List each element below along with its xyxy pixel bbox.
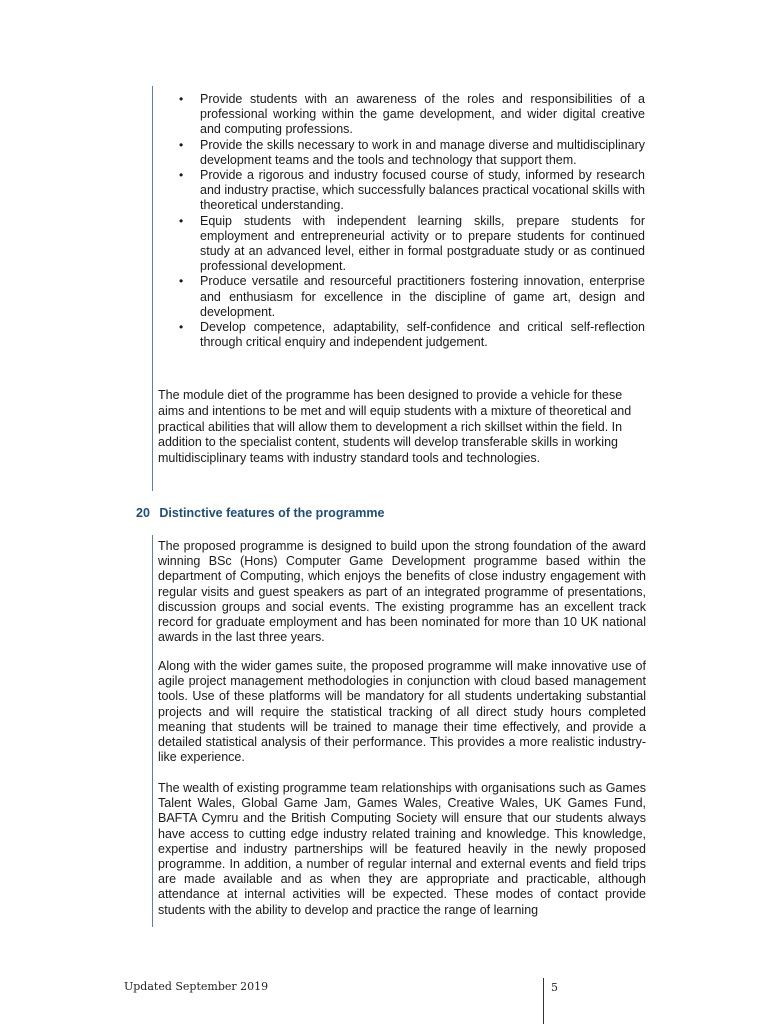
list-item: • Equip students with independent learning skills, prepare students for employment and entrepreneurial activity or to prepare students for continued study at an advanced level, either in formal postgraduate study or as continued professional development.: [179, 213, 645, 274]
module-diet-paragraph: The module diet of the programme has been designed to provide a vehicle for these aims and intentions to be met and will equip students with a mixture of theoretical and practical abilities that will allow them to development a rich skillset within the field. In addition to the specialist content, students will develop transferable skills in working multidisciplinary teams with industry standard tools and technologies.: [158, 388, 632, 466]
list-item: • Provide the skills necessary to work in and manage diverse and multidisciplinary development teams and the tools and technology that support them.: [179, 137, 645, 167]
aims-block: [152, 86, 647, 491]
list-item: • Provide students with an awareness of the roles and responsibilities of a professional working within the game development, and wider digital creative and computing professions.: [179, 92, 645, 137]
list-item: • Develop competence, adaptability, self-confidence and critical self-reflection through critical enquiry and independent judgement.: [179, 320, 645, 350]
paragraph: Along with the wider games suite, the proposed programme will make innovative use of agile project management methodologies in conjunction with cloud based management tools. Use of these platforms will be mandatory for all students undertaking substantial projects and will require the statistical tracking of all direct study hours completed meaning that students will be trained to manage their time effectively, and provide a detailed statistical analysis of their performance. This provides a more realistic industry-like experience.: [158, 659, 646, 765]
section-title: Distinctive features of the programme: [159, 506, 385, 520]
bullet-icon: •: [179, 137, 184, 152]
bullet-icon: •: [179, 320, 184, 335]
page-number: 5: [551, 981, 558, 994]
bullet-icon: •: [179, 213, 184, 228]
paragraph: The wealth of existing programme team relationships with organisations such as Games Talent Wales, Global Game Jam, Games Wales, Creative Wales, UK Games Fund, BAFTA Cymru and the British Computing Society will ensure that our students always have access to cutting edge industry related training and knowledge. This knowledge, expertise and industry partnerships will be featured heavily in the newly proposed programme. In addition, a number of regular internal and external events and field trips are made available and as when they are appropriate and practicable, although attendance at internal activities will be expected. These modes of contact provide students with the ability to develop and practice the range of learning: [158, 781, 646, 917]
paragraph: The proposed programme is designed to build upon the strong foundation of the award winning BSc (Hons) Computer Game Development programme based within the department of Computing, which enjoys the benefits of close industry engagement with regular visits and guest speakers as part of an integrated programme of presentations, discussion groups and social events. The existing programme has an excellent track record for graduate employment and has been nominated for more than 10 UK national awards in the last three years.: [158, 539, 646, 645]
bullet-icon: •: [179, 92, 184, 106]
footer-updated-text: Updated September 2019: [124, 980, 269, 993]
footer-divider: [543, 978, 544, 1024]
aims-bullet-list: [177, 92, 645, 350]
bullet-icon: •: [179, 274, 184, 289]
section-number: 20: [136, 506, 150, 520]
list-item: • Provide a rigorous and industry focused course of study, informed by research and industry practise, which successfully balances practical vocational skills with theoretical understanding.: [179, 168, 645, 213]
section-heading: [136, 506, 384, 520]
list-item: • Produce versatile and resourceful practitioners fostering innovation, enterprise and enthusiasm for excellence in the discipline of game art, design and development.: [179, 274, 645, 319]
bullet-icon: •: [179, 168, 184, 183]
distinctive-features-block: [152, 535, 647, 927]
